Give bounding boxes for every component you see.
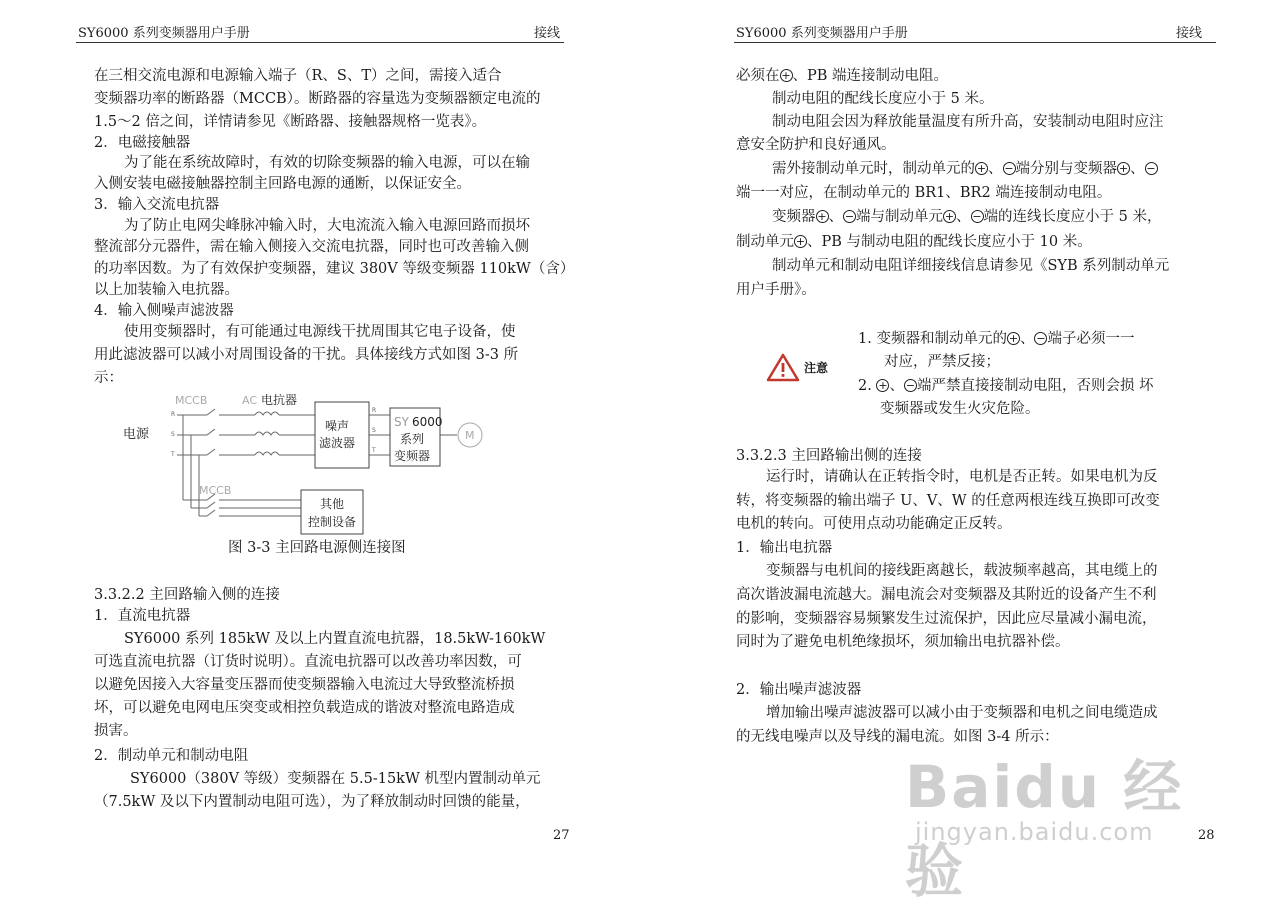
paragraph-line: 的影响，变频器容易频繁发生过流保护，因此应尽量减小漏电流， [736,611,1157,627]
header-title: SY6000 系列变频器用户手册 [78,26,250,41]
left-page [0,0,640,905]
paragraph-line: 的无线电噪声以及导线的漏电流。如图 3-4 所示： [736,729,1059,745]
header-section: 接线 [534,26,561,41]
output-t-label: T [372,447,376,454]
header-section: 接线 [1176,26,1203,41]
page-number: 27 [553,828,570,843]
plus-terminal-icon: + [878,379,888,392]
mccb-top-label: MCCB [175,394,208,407]
filter-label-2: 滤波器 [319,436,356,450]
output-r-label: R [372,407,377,414]
noise-filter-box [315,402,369,468]
paragraph-line: 增加输出噪声滤波器可以减小由于变频器和电机之间电缆造成 [766,705,1158,721]
minus-terminal-icon: − [905,379,916,392]
minus-terminal-icon: − [844,210,855,223]
power-label: 电源 [123,427,150,442]
plus-terminal-icon: + [795,235,806,248]
motor-label: M [465,429,475,442]
paragraph-line: 示： [94,370,123,386]
paragraph-line: 变频器 + 、 − 端与制动单元 + 、 − 端的连线长度应小于 5 米， [772,209,1162,225]
paragraph-line: 使用变频器时，有可能通过电源线干扰周围其它电子设备，使 [124,324,516,340]
baidu-watermark [905,740,1205,905]
section-heading: 3．输入交流电抗器 [94,197,220,213]
plus-terminal-icon: + [781,69,791,82]
paragraph-line: 电机的转向。可使用点动功能确定正反转。 [736,516,1012,532]
minus-terminal-icon: − [1036,332,1046,345]
warning-icon [766,353,800,383]
paragraph-line: 在三相交流电源和电源输入端子（R、S、T）之间，需接入适合 [94,68,502,84]
inverter-prefix: SY [394,415,409,429]
inverter-model: 6000 [412,415,443,429]
section-heading: 3.3.2.3 主回路输出侧的连接 [736,448,922,464]
note-line: 1. 变频器和制动单元的 + 、 − 端子必须一一 [858,331,1135,347]
page-number: 28 [1198,828,1215,843]
paragraph-line: 以上加装输入电抗器。 [94,282,239,298]
paragraph-line: 制动电阻会因为释放能量温度有所升高，安装制动电阻时应注 [772,114,1164,130]
header-title: SY6000 系列变频器用户手册 [736,26,908,41]
output-s-label: S [372,427,376,434]
paragraph-line: 制动单元和制动电阻详细接线信息请参见《SYB 系列制动单元 [772,258,1170,274]
minus-terminal-icon: − [972,210,982,223]
paragraph-line: 可选直流电抗器（订货时说明）。直流电抗器可以改善功率因数，可 [94,654,522,670]
paragraph-line: 用此滤波器可以减小对周围设备的干扰。具体接线方式如图 3-3 所 [94,347,519,363]
plus-terminal-icon: + [976,162,987,175]
input-r-label: R [171,411,176,418]
caution-label: 注意 [804,361,829,375]
paragraph-line: 变频器功率的断路器（MCCB）。断路器的容量选为变频器额定电流的 [94,91,541,107]
note-line: 2. + 、 − 端严禁直接接制动电阻，否则会损 坏 [858,378,1154,394]
paragraph-line: 用户手册》。 [736,282,816,298]
other-label-2: 控制设备 [308,515,357,529]
input-t-label: T [171,451,175,458]
note-line: 变频器或发生火灾危险。 [880,401,1040,417]
paragraph-line: 同时为了避免电机绝缘损坏，须加输出电抗器补偿。 [736,634,1070,650]
paragraph-line: SY6000（380V 等级）变频器在 5.5-15kW 机型内置制动单元 [130,771,541,787]
section-heading: 1．输出电抗器 [736,540,833,556]
ac-label: AC [242,394,258,407]
section-heading: 2．输出噪声滤波器 [736,682,862,698]
plus-terminal-icon: + [817,210,827,223]
paragraph-line: 的功率因数。为了有效保护变频器，建议 380V 等级变频器 110kW（含） [94,261,575,277]
paragraph-line: 损害。 [94,723,138,739]
paragraph-line: 1.5～2 倍之间，详情请参见《断路器、接触器规格一览表》。 [94,114,487,130]
paragraph-line: 需外接制动单元时，制动单元的 + 、 − 端分别与变频器 + 、 − [772,161,1156,177]
plus-terminal-icon: + [1008,332,1019,345]
other-label-1: 其他 [320,497,345,511]
inverter-label: 变频器 [394,449,431,463]
paragraph-line: 意安全防护和良好通风。 [736,137,896,153]
paragraph-line: 制动电阻的配线长度应小于 5 米。 [772,91,994,107]
inverter-series: 系列 [400,432,425,446]
watermark-brand: Baidu 经验 [905,753,1184,905]
section-heading: 1．直流电抗器 [94,608,191,624]
filter-label-1: 噪声 [325,419,350,433]
wiring-diagram [115,390,495,540]
paragraph-line: 必须在 + 、PB 端连接制动电阻。 [736,68,949,84]
paragraph-line: 为了防止电网尖峰脉冲输入时，大电流流入输入电源回路而损坏 [124,218,530,234]
section-heading: 2．制动单元和制动电阻 [94,748,249,764]
section-heading: 4．输入侧噪声滤波器 [94,303,234,319]
minus-terminal-icon: − [1146,162,1156,175]
paragraph-line: 运行时，请确认在正转指令时，电机是否正转。如果电机为反 [766,469,1158,485]
plus-terminal-icon: + [944,210,955,223]
plus-terminal-icon: + [1118,162,1129,175]
input-s-label: S [171,431,175,438]
paragraph-line: 高次谐波漏电流越大。漏电流会对变频器及其附近的设备产生不利 [736,587,1157,603]
section-heading: 3.3.2.2 主回路输入侧的连接 [94,587,280,603]
paragraph-line: （7.5kW 及以下内置制动电阻可选），为了释放制动时回馈的能量， [94,794,530,810]
paragraph-line: 入侧安装电磁接触器控制主回路电源的通断，以保证安全。 [94,176,471,192]
note-line: 对应，严禁反接； [884,354,1000,370]
paragraph-line: 为了能在系统故障时，有效的切除变频器的输入电源，可以在输 [124,155,530,171]
paragraph-line: SY6000 系列 185kW 及以上内置直流电抗器，18.5kW-160kW [124,631,546,647]
section-heading: 2．电磁接触器 [94,135,191,151]
watermark-url: jingyan.baidu.com [915,818,1154,846]
paragraph-line: 制动单元 + 、PB 与制动电阻的配线长度应小于 10 米。 [736,234,1092,250]
paragraph-line: 变频器与电机间的接线距离越长，载波频率越高，其电缆上的 [766,563,1158,579]
reactor-label: 电抗器 [261,393,298,407]
paragraph-line: 转，将变频器的输出端子 U、V、W 的任意两根连线互换即可改变 [736,493,1160,509]
figure-caption: 图 3-3 主回路电源侧连接图 [228,540,406,556]
paragraph-line: 以避免因接入大容量变压器而使变频器输入电流过大导致整流桥损 [94,677,515,693]
paragraph-line: 端一一对应，在制动单元的 BR1、BR2 端连接制动电阻。 [736,185,1112,201]
paragraph-line: 整流部分元器件，需在输入侧接入交流电抗器，同时也可改善输入侧 [94,239,529,255]
paragraph-line: 坏，可以避免电网电压突变或相控负载造成的谐波对整流电路造成 [94,700,515,716]
header-rule [734,42,1216,43]
mccb-bottom-label: MCCB [199,484,232,497]
minus-terminal-icon: − [1004,162,1014,175]
header-rule [76,42,564,43]
